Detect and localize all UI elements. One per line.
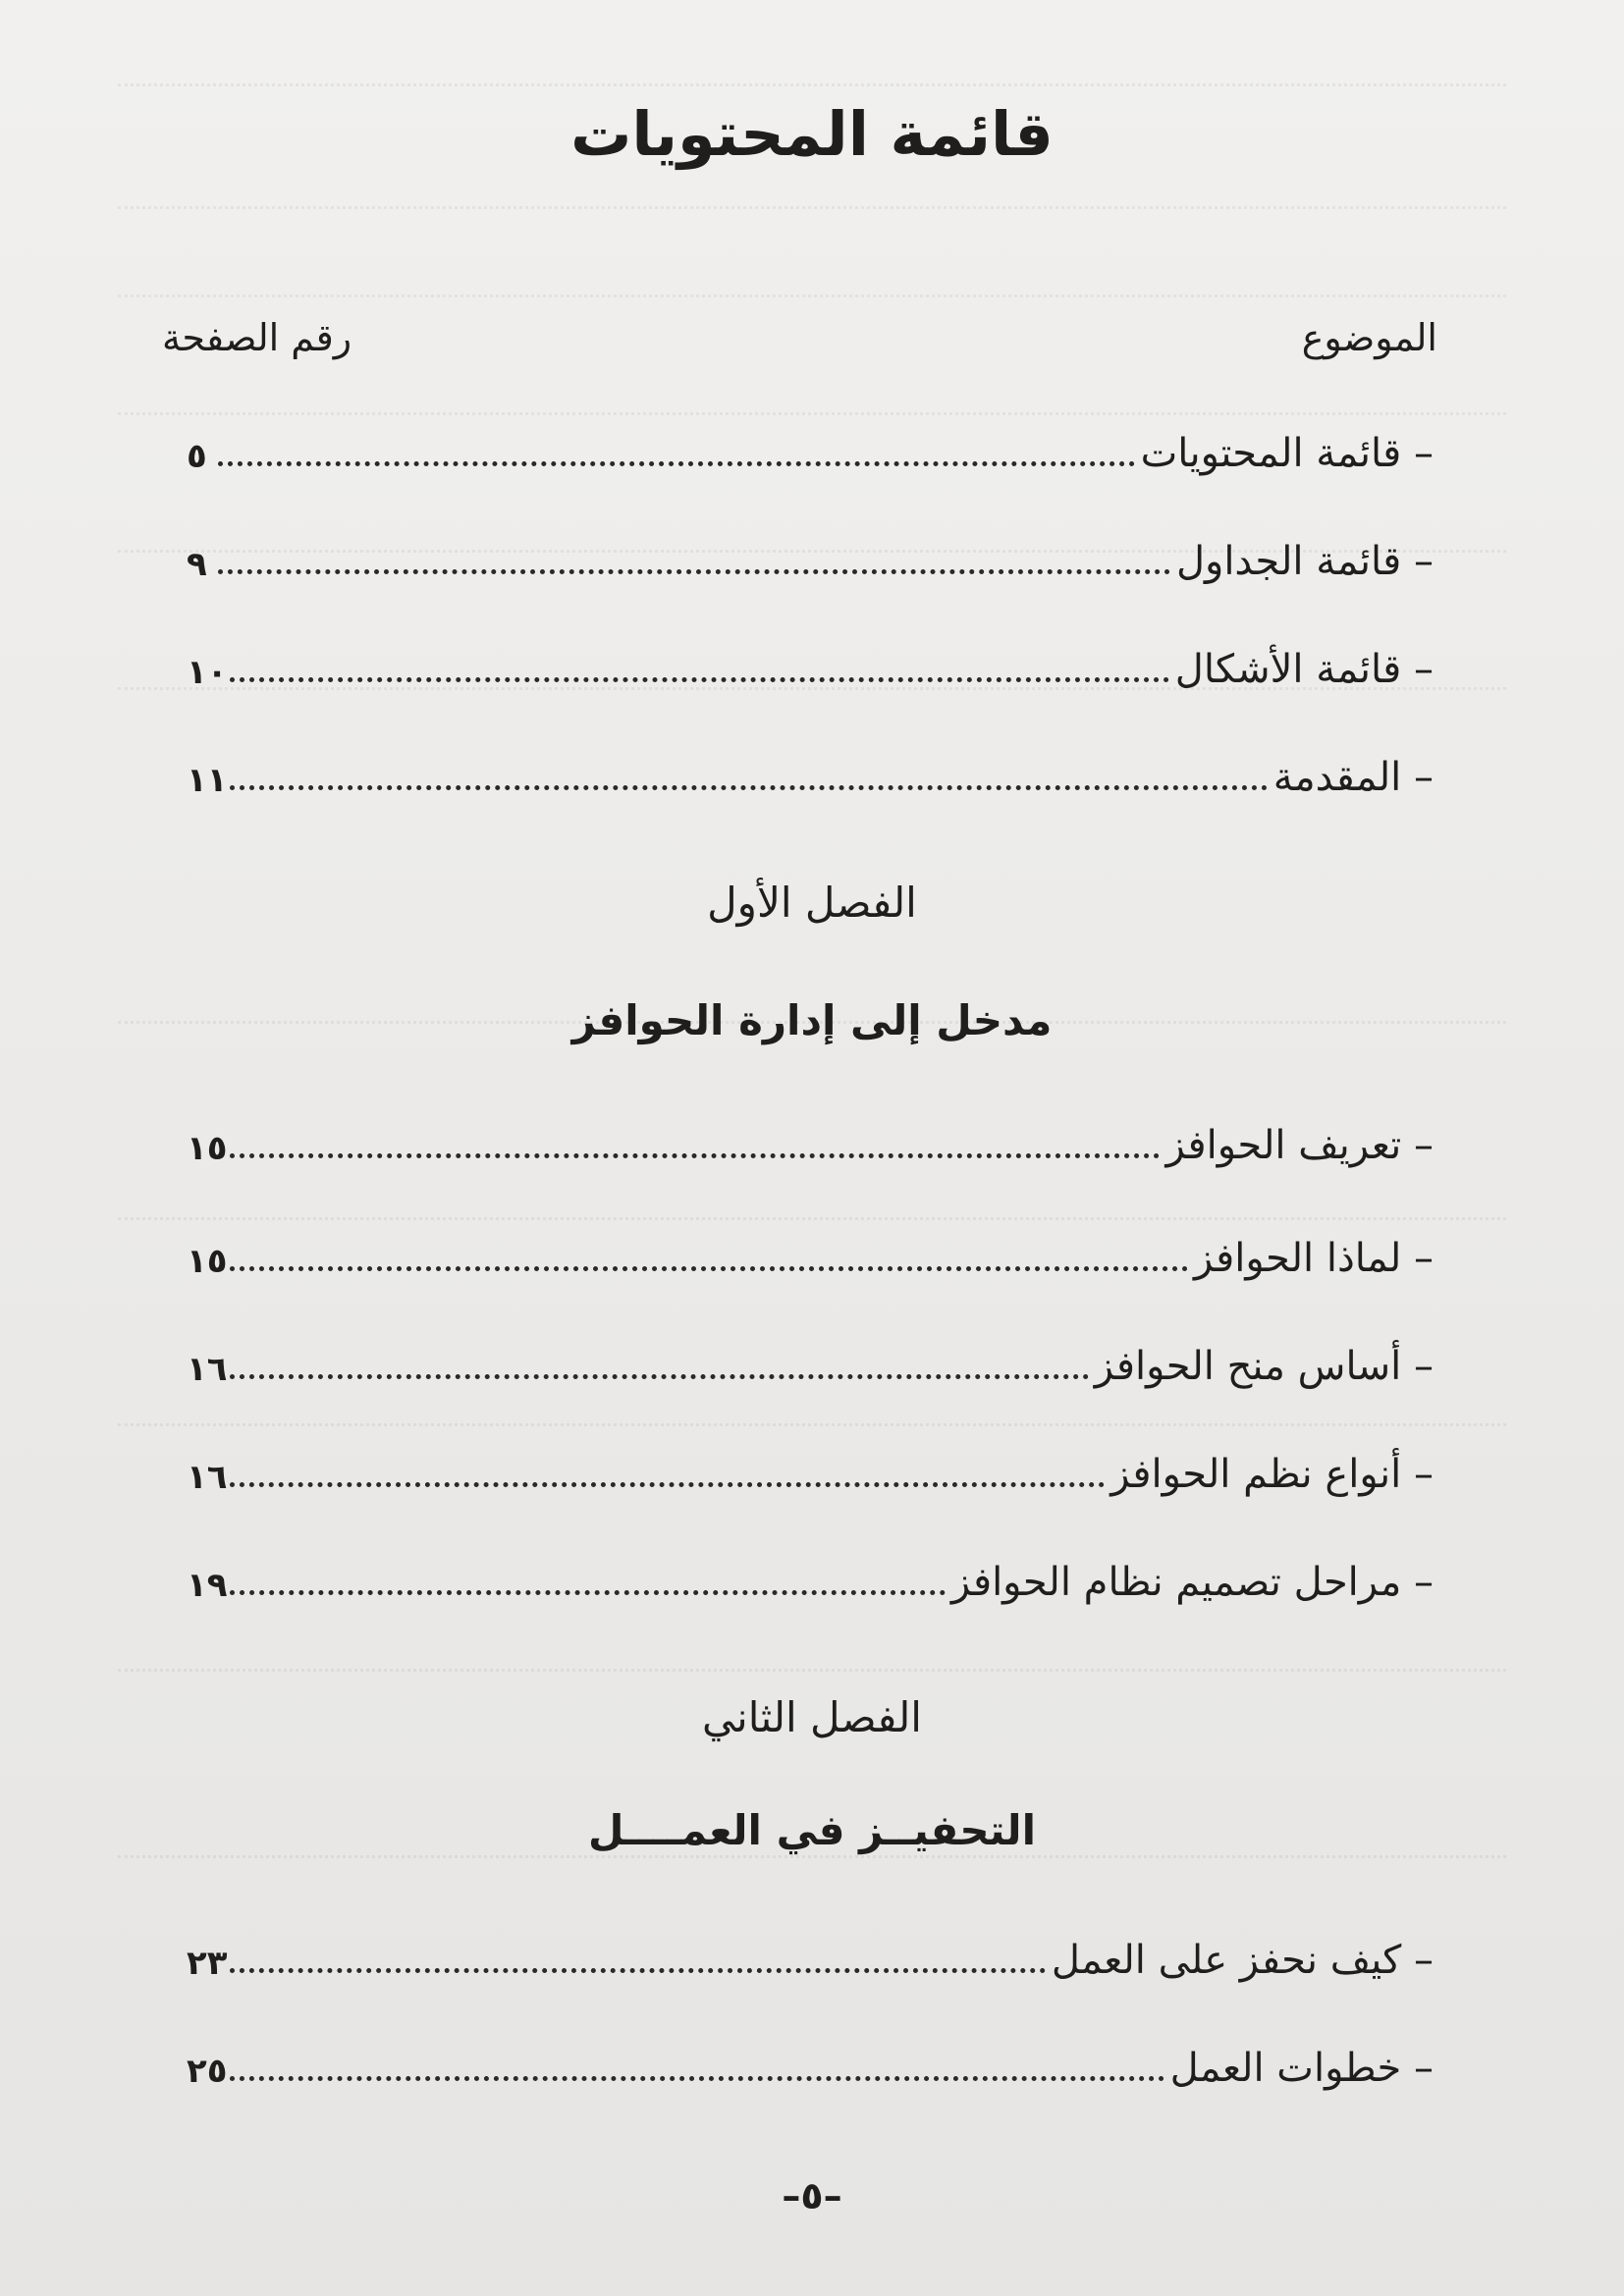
toc-entry-label: – مراحل تصميم نظام الحوافز	[950, 1560, 1434, 1605]
dot-leader	[218, 569, 1170, 574]
chapter-1-title: مدخل إلى إدارة الحوافز	[571, 996, 1053, 1044]
dot-leader	[230, 677, 1169, 682]
toc-entry-page: ٩	[187, 545, 207, 584]
dot-leader	[218, 461, 1135, 466]
dot-leader	[230, 1266, 1189, 1271]
toc-entry-page: ١٥	[187, 1242, 228, 1281]
toc-entry-label: – أنواع نظم الحوافز	[1110, 1452, 1434, 1497]
toc-entry	[187, 2032, 1434, 2091]
dot-leader	[230, 1590, 946, 1595]
show-through-line	[118, 294, 1506, 303]
page-column-header: رقم الصفحة	[162, 316, 352, 359]
show-through-line	[118, 1423, 1506, 1432]
chapter-2-heading: الفصل الثاني	[702, 1693, 922, 1741]
show-through-line	[118, 83, 1506, 92]
toc-entry	[187, 1222, 1434, 1281]
chapter-1-heading: الفصل الأول	[707, 879, 917, 927]
toc-entry-page: ٢٥	[187, 2052, 228, 2091]
toc-entry-page: ١٠	[187, 653, 228, 692]
toc-entry	[187, 1546, 1434, 1605]
page-number: –٥–	[782, 2174, 842, 2217]
show-through-line	[118, 1669, 1506, 1678]
toc-entry	[187, 741, 1434, 800]
dot-leader	[230, 2076, 1164, 2081]
toc-entry-page: ١٩	[187, 1566, 228, 1605]
toc-entry-label: – قائمة المحتويات	[1140, 431, 1434, 476]
toc-entry-page: ١١	[187, 761, 228, 800]
page-title: قائمة المحتويات	[570, 98, 1054, 170]
toc-entry-page: ١٦	[187, 1458, 228, 1497]
show-through-line	[118, 206, 1506, 215]
dot-leader	[230, 1374, 1089, 1379]
toc-entry-page: ٢٣	[187, 1944, 228, 1983]
toc-entry	[187, 1109, 1434, 1168]
toc-entry-label: – لماذا الحوافز	[1194, 1236, 1434, 1281]
chapter-2-title: التحفيــز في العمــــل	[588, 1806, 1036, 1854]
show-through-line	[118, 1855, 1506, 1864]
toc-entry	[187, 633, 1434, 692]
toc-entry-label: – كيف نحفز على العمل	[1051, 1938, 1434, 1983]
topic-column-header: الموضوع	[1301, 316, 1437, 359]
dot-leader	[230, 1968, 1046, 1973]
toc-entry-label: – المقدمة	[1272, 755, 1434, 800]
toc-entry	[187, 417, 1434, 476]
dot-leader	[230, 1153, 1161, 1158]
toc-entry-label: – قائمة الجداول	[1175, 539, 1434, 584]
toc-entry	[187, 1438, 1434, 1497]
dot-leader	[230, 785, 1268, 790]
toc-entry-label: – خطوات العمل	[1169, 2046, 1434, 2091]
toc-entry	[187, 1330, 1434, 1389]
toc-entry-page: ١٥	[187, 1129, 228, 1168]
toc-entry-page: ١٦	[187, 1350, 228, 1389]
toc-entry-label: – تعريف الحوافز	[1165, 1123, 1434, 1168]
toc-entry-label: – أساس منح الحوافز	[1094, 1344, 1434, 1389]
toc-entry	[187, 525, 1434, 584]
toc-entry-page: ٥	[187, 437, 207, 476]
dot-leader	[230, 1482, 1106, 1487]
toc-entry	[187, 1924, 1434, 1983]
toc-entry-label: – قائمة الأشكال	[1174, 647, 1434, 692]
